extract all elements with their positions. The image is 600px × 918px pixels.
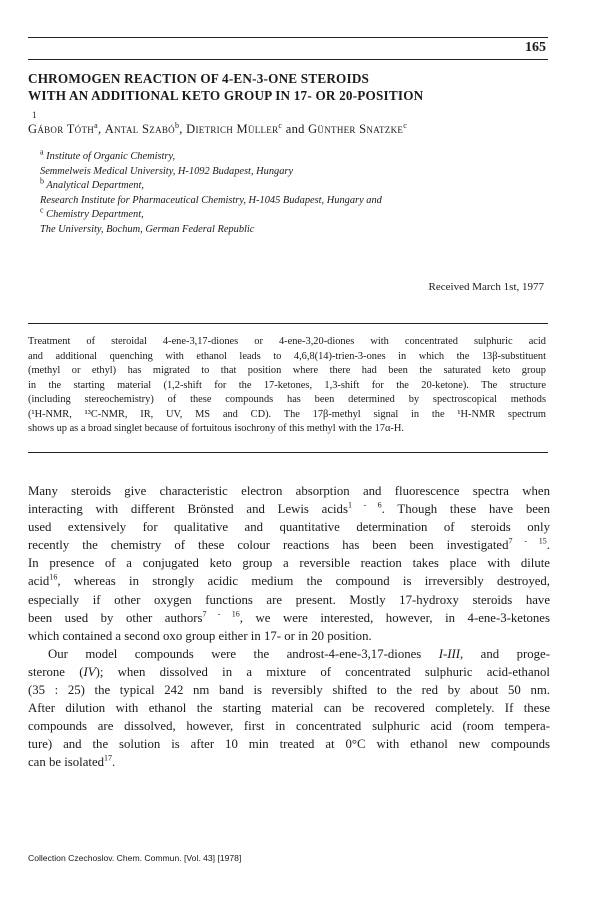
text-line: especially if other oxygen functions are present. Mostly 17-hydroxy steroids have (28, 592, 550, 607)
text-line: been used by other authors$^{7 - 16}$, we were interested, however, in 4-ene-3-ketones (28, 609, 550, 625)
author-sup: a (94, 120, 98, 130)
affiliation-line: Research Institute for Pharmaceutical Chemistry, H-1045 Budapest, Hungary and (40, 194, 382, 206)
abstract-line: (¹H-NMR, ¹³C-NMR, IR, UV, MS and CD). The 17β-methyl signal in the ¹H-NMR spectrum (28, 408, 546, 420)
text-line: compounds are dissolved, however, first in concentrated sulphuric acid (room tempera- (28, 719, 550, 734)
abstract-line: (methyl or ethyl) has migrated to that position where there had been the saturated keto group (28, 365, 546, 376)
abstract-line: in the starting material (1,2-shift for the 17-ketones, 1,3-shift for the 20-ketone). The structure (28, 379, 546, 391)
abstract (28, 335, 546, 437)
page-number: 165 (525, 40, 546, 55)
article-title (28, 70, 423, 104)
abstract-line: shows up as a broad singlet because of fortuitous isochrony of this methyl with the 17α-H. (28, 423, 404, 434)
received-date: Received March 1st, 1977 (428, 281, 544, 293)
text-line: Many steroids give characteristic electron absorption and fluorescence spectra when (28, 484, 550, 498)
affiliation-line: $^a$ Institute of Organic Chemistry, (40, 147, 176, 162)
paragraph-1 (28, 482, 550, 645)
title-marker: 1 (32, 110, 37, 120)
header-rule (28, 37, 548, 38)
text-line: used extensively for qualitative and quantitative determination of steroids only (28, 520, 550, 535)
author-sup: c (403, 120, 408, 130)
text-line: Our model compounds were the androst-4-ene-3,17-diones I-III, and proge- (48, 646, 550, 661)
text-line: recently the chemistry of these colour reactions has been been investigated$^{7 - 15}$. (28, 537, 550, 553)
title-line-1: CHROMOGEN REACTION OF 4-EN-3-ONE STEROIDS (28, 71, 370, 86)
author-name: Günther Snatzke (308, 122, 404, 136)
title-line-2: WITH AN ADDITIONAL KETO GROUP IN 17- OR 20-POSITION (28, 88, 424, 103)
text-line: can be isolated$^{17}$. (28, 754, 116, 770)
affiliation-line: $^b$ Analytical Department, (40, 176, 144, 191)
text-line: sterone (IV); when dissolved in a mixture of concentrated sulphuric acid-ethanol (28, 664, 550, 679)
author-name: Gábor Tóth (28, 122, 95, 136)
affiliation-line: The University, Bochum, German Federal Republic (40, 223, 255, 235)
text-line: In presence of a conjugated keto group a reversible reaction takes place with dilute (28, 556, 550, 571)
abstract-rule-top (28, 323, 548, 324)
abstract-rule-bottom (28, 452, 548, 453)
author-sup: b (174, 120, 180, 130)
text-line: ture) and the solution is after 10 min treated at 0°C with ethanol new compounds (28, 737, 550, 752)
text-line: After dilution with ethanol the starting material can be recovered completely. If these (28, 701, 550, 716)
author-sup: c (278, 120, 283, 130)
abstract-line: Treatment of steroidal 4-ene-3,17-diones or 4-ene-3,20-diones with concentrated sulphuric acid (28, 336, 546, 347)
text-line: which contained a second oxo group either in 17- or in 20 position. (28, 628, 372, 643)
author-name: Antal Szabó (104, 122, 175, 136)
paragraph-2 (28, 645, 550, 772)
text-line: interacting with different Brönsted and Lewis acids$^{1 - 6}$. Though these have been (28, 500, 550, 517)
affiliation-line: $^c$ Chemistry Department, (40, 205, 144, 220)
text-line: (35 : 25) the typical 242 nm band is reversibly shifted to the red by about 50 nm. (28, 683, 550, 698)
author-conjunction: and (285, 122, 305, 136)
body-text (28, 482, 550, 772)
abstract-line: (including stereochemistry) of these compounds has been determined by spectroscopical methods (28, 394, 546, 405)
affiliation-line: Semmelweis Medical University, H-1092 Budapest, Hungary (40, 165, 294, 177)
author-name: Dietrich Müller (186, 122, 279, 136)
affiliations (40, 147, 382, 237)
journal-footer: Collection Czechoslov. Chem. Commun. [Vol. 43] [1978] (28, 853, 242, 863)
header-rule-bottom (28, 59, 548, 60)
abstract-line: and additional quenching with ethanol leads to 4,6,8(14)-trien-3-ones in which the 13β-substituent (28, 350, 546, 362)
text-line: acid$^{16}$, whereas in strongly acidic medium the compound is irreversibly destroyed, (28, 573, 550, 589)
author-list: Gábor Tóth$^a$, Antal Szabó$^b$, Dietrich Müller$^c$ and Günther Snatzke$^c$ (28, 120, 408, 136)
